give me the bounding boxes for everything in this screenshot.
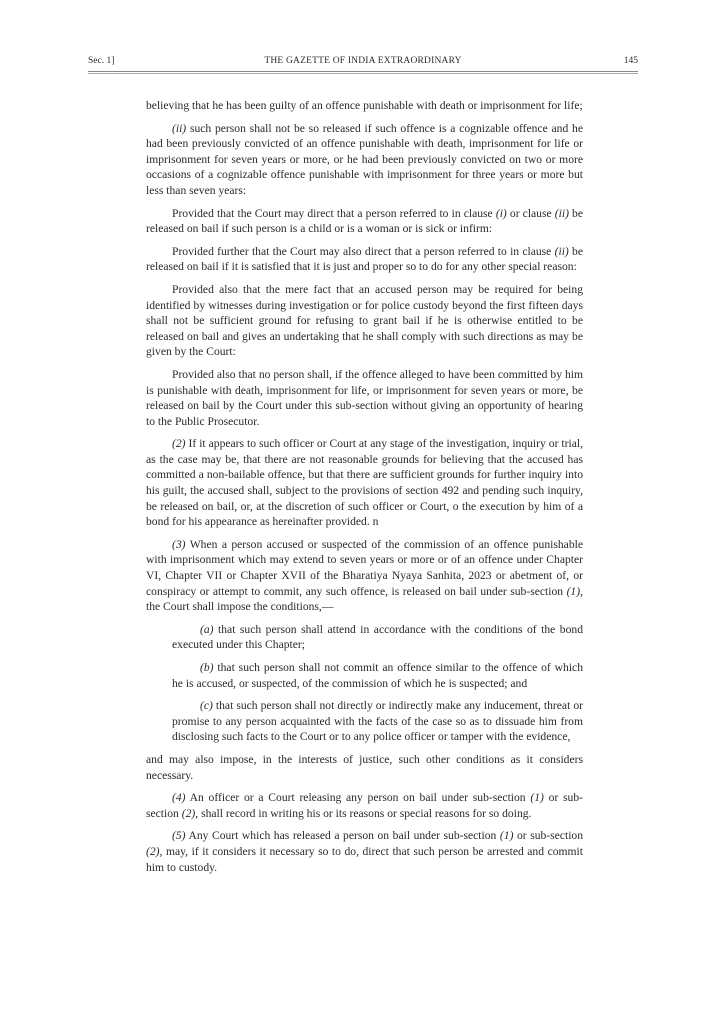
paragraph: believing that he has been guilty of an offence punishable with death or imprisonment for life; [146, 99, 583, 112]
proviso: Provided also that no person shall, if the offence alleged to have been committed by him is punishable with death, imprisonment for life, or imprisonment for seven years or more, be released on bail by the Court under this sub-section without giving an opportunity of hearing to the Public Prosecutor. [146, 367, 583, 428]
gazette-title: THE GAZETTE OF INDIA EXTRAORDINARY [264, 56, 462, 66]
clause: (b) that such person shall not commit an offence similar to the offence of which he is accused, or suspected, of the commission of which he is suspected; and [172, 661, 583, 690]
proviso: Provided also that the mere fact that an accused person may be required for being identified by witnesses during investigation or for police custody beyond the first fifteen days shall not be sufficient ground for refusing to grant bail if he is otherwise entitled to be released on bail and gives an undertaking that he shall comply with such directions as may be given by the Court: [146, 282, 583, 359]
proviso: Provided further that the Court may also direct that a person referred to in clause (ii) be released on bail if it is satisfied that it is just and proper so to do for any other special reason: [146, 244, 583, 274]
proviso: Provided that the Court may direct that a person referred to in clause (i) or clause (ii) be released on bail if such person is a child or is a woman or is sick or infirm: [146, 206, 583, 236]
header-rule [88, 71, 638, 74]
page-header [88, 54, 638, 68]
clause: (c) that such person shall not directly or indirectly make any inducement, threat or promise to any person acquainted with the facts of the case so as to dissuade him from disclosing such facts to the Court or to any police officer or tamper with the evidence, [172, 699, 583, 744]
sub-section: (5) Any Court which has released a person on bail under sub-section (1) or sub-section (2), may, if it considers it necessary so to do, direct that such person be arrested and commit him to custody. [146, 829, 584, 874]
section-label: Sec. 1] [88, 56, 115, 66]
sub-section: (2) If it appears to such officer or Court at any stage of the investigation, inquiry or trial, as the case may be, that there are not reasonable grounds for believing that the accused has committed a non-bailable offence, but that there are sufficient grounds for further inquiry into his guilt, the accused shall, subject to the provisions of section 492 and pending such inquiry, be released on bail, or, at the discretion of such officer or Court, o the execution by him of a bond for his appearance as hereinafter provided. n [146, 437, 583, 529]
sub-section: (4) An officer or a Court releasing any person on bail under sub-section (1) or sub-section (2), shall record in writing his or its reasons or special reasons for so doing. [146, 791, 584, 820]
page-number: 145 [623, 56, 638, 66]
sub-section: (3) When a person accused or suspected of the commission of an offence punishable with imprisonment which may extend to seven years or more or of an offence under Chapter VI, Chapter VII or Chapter XVII of the Bharatiya Nyaya Sanhita, 2023 or abetment of, or conspiracy or attempt to commit, any such offence, is released on bail under sub-section (1), the Court shall impose the conditions,— [146, 537, 583, 614]
paragraph: (ii) such person shall not be so released if such offence is a cognizable offence and he had been previously convicted of an offence punishable with death, imprisonment for life or imprisonment for seven years or more, or he had been previously convicted on two or more occasions of a cognizable offence punishable with imprisonment for three years or more but less than seven years: [146, 121, 583, 197]
paragraph: and may also impose, in the interests of justice, such other conditions as it considers necessary. [146, 752, 583, 782]
clause: (a) that such person shall attend in accordance with the conditions of the bond executed under this Chapter; [172, 622, 583, 652]
document-body [146, 98, 583, 882]
